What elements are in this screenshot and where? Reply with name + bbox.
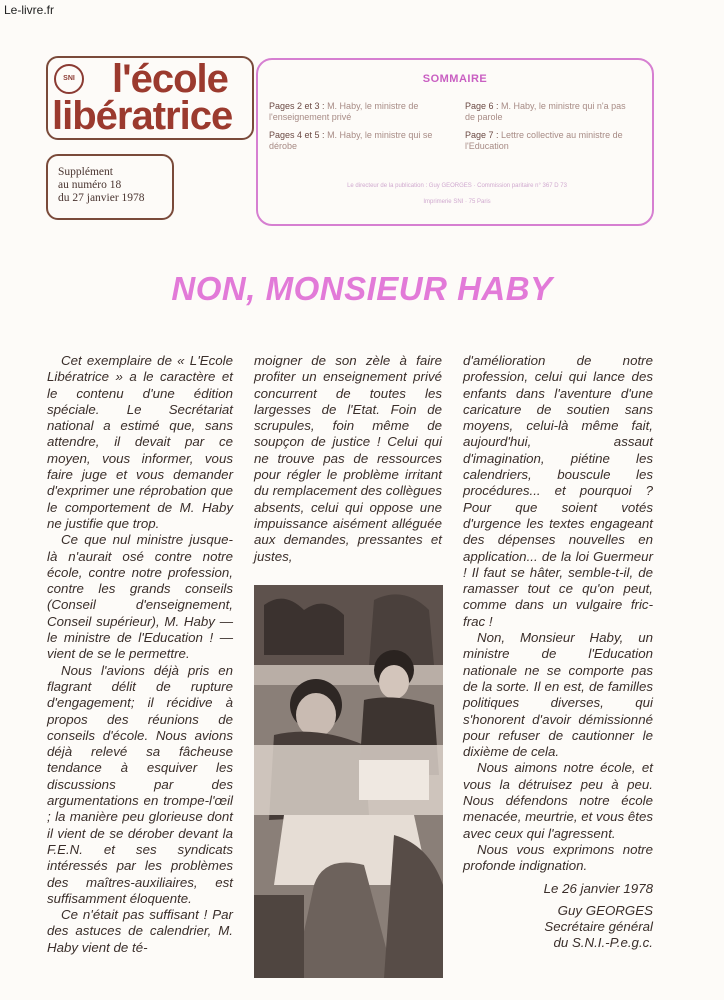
paragraph: d'amélioration de notre profession, celui qui lance des enfants dans l'aventure d'une caricature de soutien sans moyens, celui-là même fait, aujourd'hui, assaut d'imagination, piétine les calendriers, bouscule les procédures... et pourquoi ? Pour que soient votés d'urgence les textes engageant des dépenses nouvelles en application... de la loi Guermeur ! Il faut se hâter, semble-t-il, de ramasser tout ce qu'on peut, comme dans un vulgaire fric-frac ! xyxy=(463,353,653,629)
sommaire-item xyxy=(465,101,637,123)
sommaire-item xyxy=(269,101,441,123)
signature-name: Guy GEORGES xyxy=(557,902,653,918)
logo-title-line2: libératrice xyxy=(52,94,233,138)
sommaire-footer: Imprimerie SNI · 75 Paris xyxy=(423,199,491,205)
paragraph: Nous aimons notre école, et vous la détruisez peu à peu. Nous défendons notre école menacée, meurtrie, et vous êtes avec ceux qui l'agressent. xyxy=(463,760,653,841)
article-column-2 xyxy=(254,353,442,565)
sommaire-text: M. Haby, le ministre qui se dérobe xyxy=(269,130,433,151)
sommaire-item xyxy=(269,130,441,152)
paragraph: Ce que nul ministre jusque-là n'aurait osé contre notre école, contre notre profession, contre les grands conseils (Conseil d'enseignement, Conseil supérieur), M. Haby — le ministre de l'Education ! — vient de se le permettre. xyxy=(47,532,233,662)
sommaire-page: Page 6 : xyxy=(465,101,499,111)
sommaire-page: Pages 2 et 3 : xyxy=(269,101,325,111)
sommaire-text: M. Haby, le ministre qui n'a pas de parole xyxy=(465,101,626,122)
paragraph: Nous vous exprimons notre profonde indignation. xyxy=(463,841,653,874)
watermark-text: Le-livre.fr xyxy=(4,3,55,17)
sommaire-text: M. Haby, le ministre de l'enseignement privé xyxy=(269,101,419,122)
sommaire-item xyxy=(465,130,637,152)
sommaire-page: Pages 4 et 5 : xyxy=(269,130,325,140)
paragraph: Nous l'avions déjà pris en flagrant délit de rupture d'engagement; il récidive à propos des réunions de conseils d'école. Nous avions déjà relevé sa fâcheuse tendance à esquiver les discussions par des argumentations en trompe-l'œil ; la manière peu glorieuse dont il vient de se dérober devant la F.E.N. et ses syndicats intéressés par les problèmes des maîtres-auxiliaires, est suffisamment éloquente. xyxy=(47,662,233,906)
sommaire-title: SOMMAIRE xyxy=(422,73,488,85)
classroom-photo xyxy=(254,585,443,978)
article-date: Le 26 janvier 1978 xyxy=(543,880,653,896)
article-column-1 xyxy=(47,353,233,956)
supplement-line: Supplément xyxy=(58,166,113,178)
supplement-info xyxy=(58,166,145,205)
article-column-3 xyxy=(463,353,653,952)
signature-title: Secrétaire général xyxy=(544,919,653,935)
headline: NON, MONSIEUR HABY xyxy=(171,270,553,307)
paragraph: moigner de son zèle à faire profiter un enseignement privé concurrent de toutes les largesses de l'Etat. Foin de scrupules, foin même de soupçon de justice ! Celui qui ne trouve pas de ressources pour régler le problème irritant du remplacement des collègues absents, celui qui oppose une impuissance aisément alléguée aux demandes, pressantes et justes, xyxy=(254,353,442,564)
sommaire-page: Page 7 : xyxy=(465,130,499,140)
sommaire-text: Lettre collective au ministre de l'Education xyxy=(465,130,623,151)
paragraph: Non, Monsieur Haby, un ministre de l'Education nationale ne se comporte pas de la sorte. Il en est, de familles politiques diverses, qui s'honorent d'avoir démissionné pour refuser de cautionner le dixième de cela. xyxy=(463,630,653,760)
paragraph: Cet exemplaire de « L'Ecole Libératrice » a le caractère et le contenu d'une édition spéciale. Le Secrétariat national a estimé que, sans attendre, il devait par ce moyen, vous informer, vous faire juge et vous demander d'exprimer une réprobation que le comportement de M. Haby ne justifie que trop. xyxy=(47,353,233,531)
logo-title-line1: l'école xyxy=(112,57,228,101)
supplement-line: du 27 janvier 1978 xyxy=(58,192,145,204)
sommaire-footer: Le directeur de la publication : Guy GEORGES · Commission paritaire n° 367 D 73 xyxy=(347,183,567,189)
logo-emblem-icon: SNI xyxy=(54,64,84,94)
supplement-line: au numéro 18 xyxy=(58,179,122,191)
signature-title: du S.N.I.-P.e.g.c. xyxy=(553,935,653,951)
paragraph: Ce n'était pas suffisant ! Par des astuces de calendrier, M. Haby vient de té- xyxy=(47,907,233,955)
